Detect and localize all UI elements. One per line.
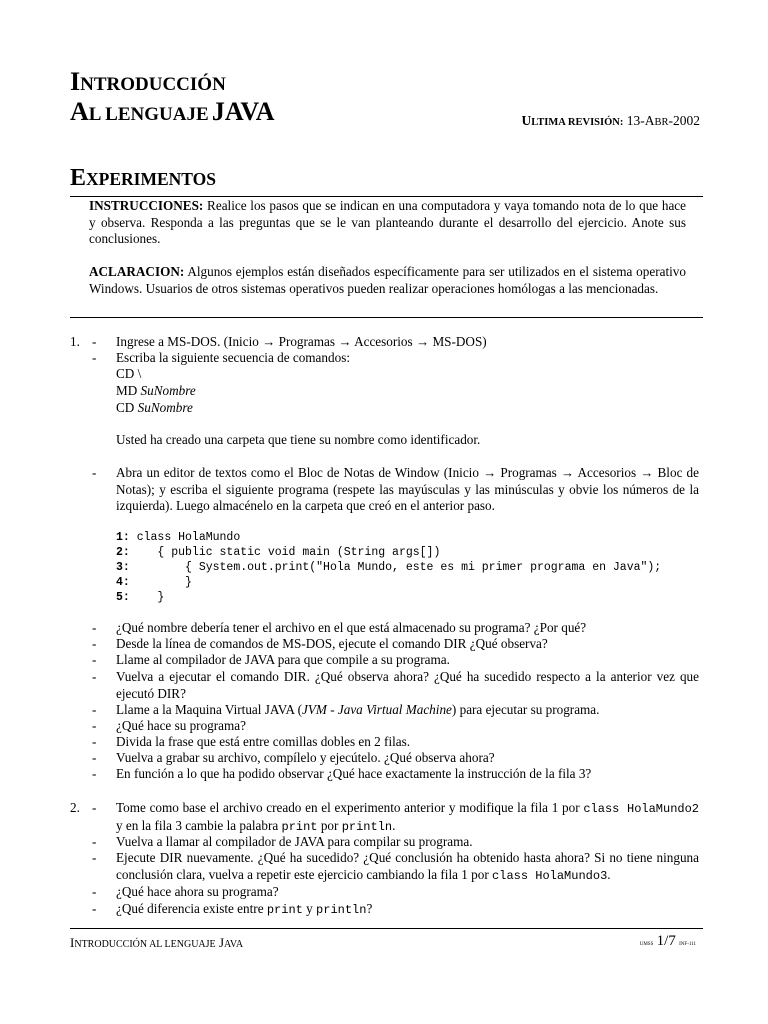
list-bullet: - — [92, 766, 97, 781]
exp2-step: ¿Qué diferencia existe entre print y println? — [116, 901, 373, 917]
exp2-step: Ejecute DIR nuevamente. ¿Qué ha sucedido? ¿Qué conclusión ha obtenido hasta ahora? Si no tiene ninguna conclusión clara, vuelva a repetir este ejercicio cambiando la fila 1 por class HolaMundo3. — [116, 850, 699, 883]
list-bullet: - — [92, 901, 97, 916]
section-top-rule — [70, 196, 703, 197]
exp1-note: Usted ha creado una carpeta que tiene su nombre como identificador. — [116, 432, 481, 447]
list-bullet: - — [92, 620, 97, 635]
code-line: 2: { public static void main (String args[]) — [116, 546, 441, 559]
exp1-question: Llame al compilador de JAVA para que compile a su programa. — [116, 652, 450, 667]
footer-rule — [70, 928, 703, 929]
revision-date: ULTIMA REVISIÓN: 13-ABR-2002 — [521, 113, 700, 128]
list-bullet: - — [92, 734, 97, 749]
experiment-1-number: 1. — [70, 334, 80, 349]
exp1-question: ¿Qué hace su programa? — [116, 718, 246, 733]
section-title: EXPERIMENTOS — [70, 165, 216, 191]
page-number: UMSS 1/7 INF-111 — [639, 933, 696, 949]
exp1-cmd-md: MD SuNombre — [116, 383, 196, 398]
instructions-paragraph: INSTRUCCIONES: Realice los pasos que se indican en una computadora y vaya tomando nota de lo que hace y observa. Responda a las preguntas que se le van planteando durante el desarrollo del ejercicio. Anote sus conclusiones. — [89, 198, 686, 246]
list-bullet: - — [92, 652, 97, 667]
list-bullet: - — [92, 800, 97, 815]
document-title-line1: INTRODUCCIÓN — [70, 67, 226, 96]
exp1-question: Vuelva a ejecutar el comando DIR. ¿Qué observa ahora? ¿Qué ha sucedido respecto a la anterior vez que ejecutó DIR? — [116, 669, 699, 701]
clarification-paragraph: ACLARACION: Algunos ejemplos están diseñados específicamente para ser utilizados en el sistema operativo Windows. Usuarios de otros sistemas operativos pueden realizar operaciones homólogas a las mencionadas. — [89, 264, 686, 296]
exp1-question: Vuelva a grabar su archivo, compílelo y ejecútelo. ¿Qué observa ahora? — [116, 750, 495, 765]
list-bullet: - — [92, 750, 97, 765]
list-bullet: - — [92, 636, 97, 651]
document-title-line2: AL LENGUAJE JAVA — [70, 97, 275, 126]
list-bullet: - — [92, 702, 97, 717]
exp1-question: Llame a la Maquina Virtual JAVA (JVM - Java Virtual Machine) para ejecutar su programa. — [116, 702, 600, 717]
list-bullet: - — [92, 334, 97, 349]
code-line: 3: { System.out.print("Hola Mundo, este es mi primer programa en Java"); — [116, 561, 662, 574]
exp2-step: Vuelva a llamar al compilador de JAVA para compilar su programa. — [116, 834, 473, 849]
list-bullet: - — [92, 350, 97, 365]
footer-title: INTRODUCCIÓN AL LENGUAJE JAVA — [70, 935, 244, 950]
exp1-step-commands: Escriba la siguiente secuencia de comandos: — [116, 350, 350, 365]
experiment-2-number: 2. — [70, 800, 80, 815]
exp1-question: En función a lo que ha podido observar ¿Qué hace exactamente la instrucción de la fila 3? — [116, 766, 592, 781]
exp1-cmd-cd: CD SuNombre — [116, 400, 193, 415]
code-line: 4: } — [116, 576, 192, 589]
exp1-question: Desde la línea de comandos de MS-DOS, ejecute el comando DIR ¿Qué observa? — [116, 636, 548, 651]
exp1-question: Divida la frase que está entre comillas dobles en 2 filas. — [116, 734, 411, 749]
list-bullet: - — [92, 850, 97, 865]
exp2-step: ¿Qué hace ahora su programa? — [116, 884, 279, 899]
section-bottom-rule — [70, 317, 703, 318]
list-bullet: - — [92, 718, 97, 733]
list-bullet: - — [92, 834, 97, 849]
exp1-question: ¿Qué nombre debería tener el archivo en el que está almacenado su programa? ¿Por qué? — [116, 620, 587, 635]
list-bullet: - — [92, 669, 97, 684]
exp1-cmd-cd-root: CD \ — [116, 366, 142, 381]
exp2-step-modify: Tome como base el archivo creado en el experimento anterior y modifique la fila 1 por class HolaMundo2 y en la fila 3 cambie la palabra print por println. — [116, 800, 700, 834]
exp1-step-msdos: Ingrese a MS-DOS. (Inicio → Programas → Accesorios → MS-DOS) — [116, 334, 487, 349]
code-line: 5: } — [116, 591, 165, 604]
list-bullet: - — [92, 465, 97, 480]
exp1-step-editor: Abra un editor de textos como el Bloc de Notas de Window (Inicio → Programas → Accesorios → Bloc de Notas); y escriba el siguiente programa (respete las mayúsculas y las minúsculas y obvie los números de la izquierda). Luego almacénelo en la carpeta que creó en el anterior paso. — [116, 465, 699, 513]
code-line: 1: class HolaMundo — [116, 531, 241, 544]
list-bullet: - — [92, 884, 97, 899]
